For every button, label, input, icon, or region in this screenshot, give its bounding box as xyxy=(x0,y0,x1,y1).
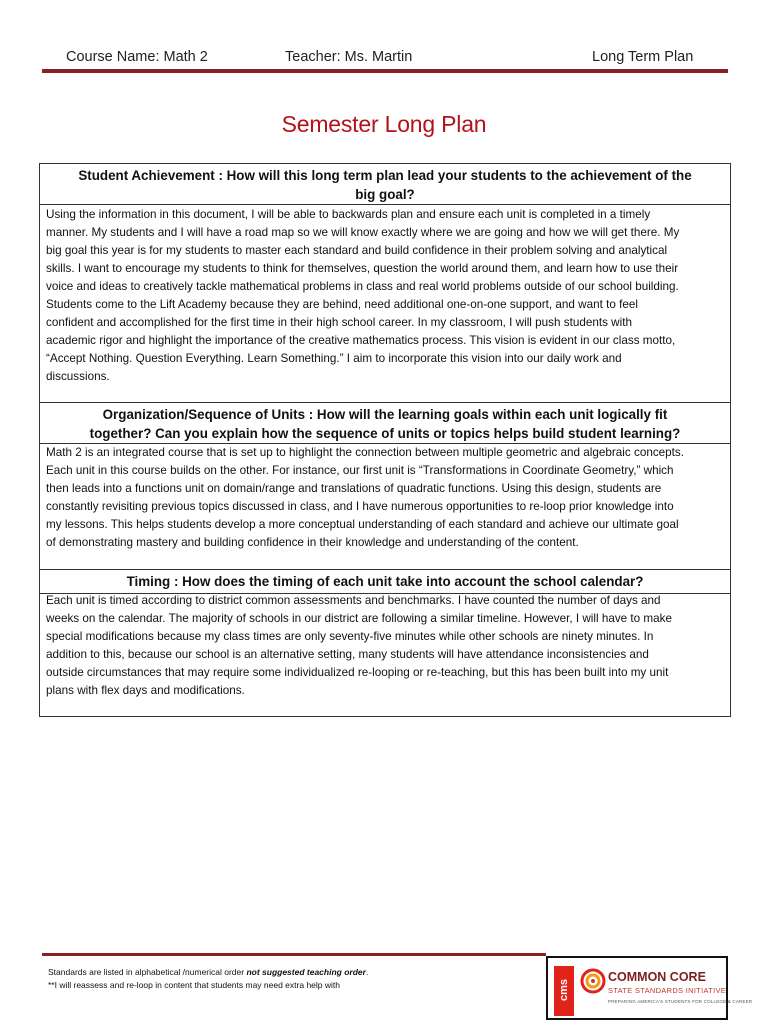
logo-subtitle: STATE STANDARDS INITIATIVE xyxy=(608,986,727,995)
common-core-logo xyxy=(546,956,753,1020)
body-line: Using the information in this document, I will be able to backwards plan and ensure each unit is completed in a timely xyxy=(46,208,651,221)
footer-note-prefix: Standards are listed in alphabetical /numerical order xyxy=(48,967,247,977)
body-line: addition to this, because our school is an alternative setting, many students will have attendance inconsistencies and xyxy=(46,648,649,661)
body-line: outside circumstances that may require some individualized re-looping or re-teaching, but this has been built into my unit xyxy=(46,666,669,679)
swirl-icon xyxy=(580,968,606,994)
plan-type: Long Term Plan xyxy=(592,49,694,65)
body-line: then leads into a functions unit on domain/range and translations of quadratic functions. Using this design, students are xyxy=(46,482,662,495)
teacher-name: Teacher: Ms. Martin xyxy=(285,49,413,65)
heading-line: Organization/Sequence of Units : How will the learning goals within each unit logically fit xyxy=(102,407,668,422)
footer-note-emphasis: not suggested teaching order xyxy=(246,967,366,977)
cms-logo: cms xyxy=(554,966,574,1016)
body-line: academic rigor and highlight the importance of the creative mathematics process. This vision is evident in our class motto, xyxy=(46,334,676,347)
heading-line: big goal? xyxy=(355,187,415,202)
section-heading-organization xyxy=(40,403,730,444)
footer-note-reassess: **I will reassess and re-loop in content that students may need extra help with xyxy=(48,980,340,990)
body-line: big goal this year is for my students to master each standard and build confidence in their problem solving and analytical xyxy=(46,244,668,257)
page-title: Semester Long Plan xyxy=(281,111,487,137)
body-line: Students come to the Lift Academy because they are behind, need additional one-on-one support, and want to feel xyxy=(46,298,638,311)
body-line: discussions. xyxy=(46,370,110,383)
heading-line: Student Achievement : How will this long term plan lead your students to the achievement of the xyxy=(78,168,692,183)
body-line: plans with flex days and modifications. xyxy=(46,684,245,697)
footer-note-standards xyxy=(48,966,368,979)
plan-table xyxy=(39,163,731,717)
body-line: Each unit is timed according to district common assessments and benchmarks. I have counted the number of days and xyxy=(46,594,661,607)
course-name: Course Name: Math 2 xyxy=(66,49,208,65)
body-line: of demonstrating mastery and building confidence in their knowledge and understanding of the content. xyxy=(46,536,579,549)
logo-tagline: PREPARING AMERICA'S STUDENTS FOR COLLEGE & CAREER xyxy=(608,999,753,1004)
body-line: constantly revisiting previous topics discussed in class, and I have numerous opportunities to re-loop prior knowledge into xyxy=(46,500,674,513)
heading-line: Timing : How does the timing of each unit take into account the school calendar? xyxy=(126,574,644,589)
page-header xyxy=(42,46,728,70)
footer-divider xyxy=(42,953,546,956)
body-line: voice and ideas to creatively tackle mathematical problems in class and real world problems outside of our school building. xyxy=(46,280,679,293)
header-divider xyxy=(42,69,728,73)
body-line: Math 2 is an integrated course that is set up to highlight the connection between multiple geometric and algebraic concepts. xyxy=(46,446,685,459)
footer-notes xyxy=(48,966,368,992)
heading-line: together? Can you explain how the sequence of units or topics helps build student learning? xyxy=(89,426,681,441)
section-heading-timing xyxy=(40,570,730,594)
body-line: my lessons. This helps students develop a more conceptual understanding of each standard and achieve our ultimate goal xyxy=(46,518,679,531)
logo-title: COMMON CORE xyxy=(608,970,706,984)
body-line: Each unit in this course builds on the other. For instance, our first unit is “Transformations in Coordinate Geometry,” which xyxy=(46,464,674,477)
body-line: skills. I want to encourage my students to think for themselves, question the world around them, and learn how to use their xyxy=(46,262,679,275)
section-body-organization xyxy=(46,444,728,552)
body-line: special modifications because my class times are only seventy-five minutes while other schools are ninety minutes. In xyxy=(46,630,654,643)
footer-note-suffix: . xyxy=(365,967,369,977)
section-body-achievement xyxy=(46,206,728,386)
body-line: “Accept Nothing. Question Everything. Learn Something.” I aim to incorporate this vision into our daily work and xyxy=(46,352,622,365)
section-body-timing xyxy=(46,592,728,700)
section-heading-achievement xyxy=(40,164,730,205)
body-line: manner. My students and I will have a road map so we will know exactly where we are going and how we will get there. My xyxy=(46,226,680,239)
body-line: confident and accomplished for the first time in their high school career. In my classroom, I will push students with xyxy=(46,316,632,329)
body-line: weeks on the calendar. The majority of schools in our district are following a similar timeline. However, I will have to make xyxy=(46,612,672,625)
